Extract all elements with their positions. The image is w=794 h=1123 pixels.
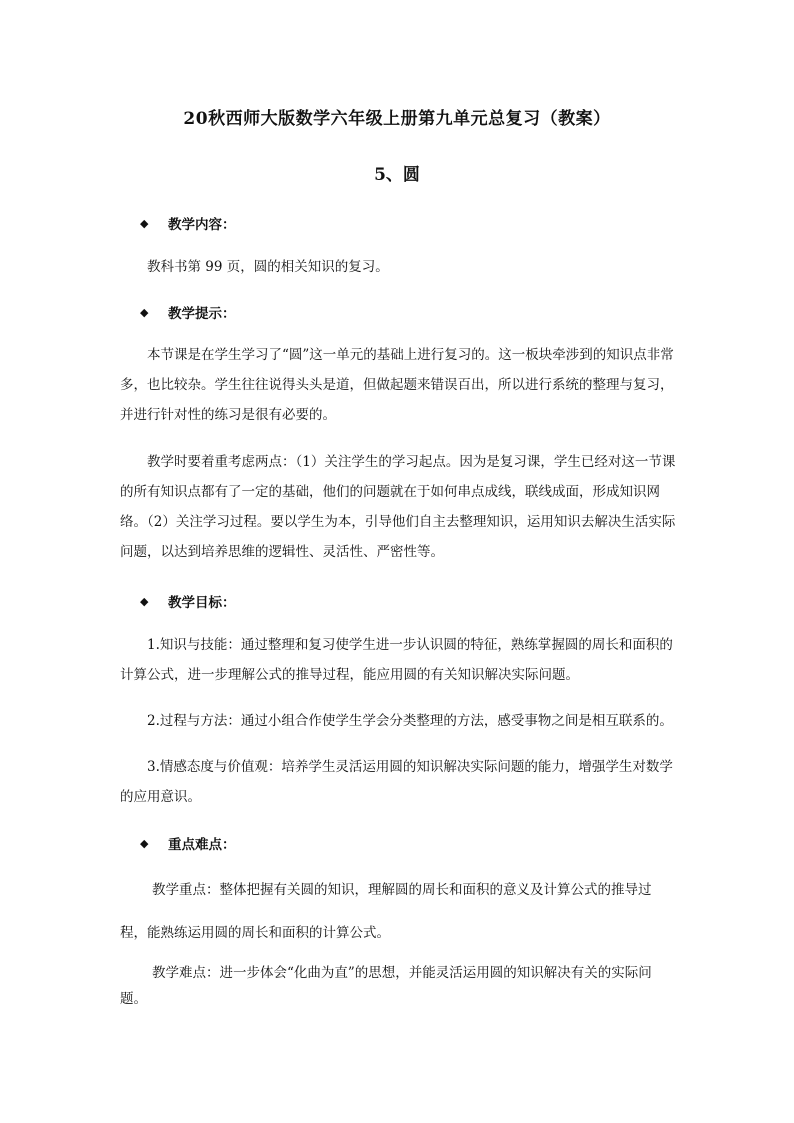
hints-text-1: 本节课是在学生学习了“圆”这一单元的基础上进行复习的。这一板块牵涉到的知识点非常多，也比较杂。学生往往说得头头是道，但做起题来错误百出，所以进行系统的整理与复习，并进行针对性的练习是很有必要的。 (120, 347, 674, 423)
content-text: 教科书第 99 页，圆的相关知识的复习。 (147, 259, 389, 275)
paragraph-goal-2 (120, 706, 676, 736)
heading-hints-label: 教学提示： (168, 306, 236, 322)
heading-goals (140, 591, 236, 611)
diamond-bullet-icon: ◆ (140, 305, 149, 319)
paragraph-content (120, 252, 676, 282)
goal-text-3: 3.情感态度与价值观：培养学生灵活运用圆的知识解决实际问题的能力，增强学生对数学的应用意识。 (120, 759, 673, 805)
diamond-bullet-icon: ◆ (140, 594, 149, 608)
goal-text-2: 2.过程与方法：通过小组合作使学生学会分类整理的方法，感受事物之间是相互联系的。 (147, 713, 673, 729)
heading-content (140, 213, 236, 233)
difficulty-text: 教学难点：进一步体会“化曲为直”的思想，并能灵活运用圆的知识解决有关的实际问题。 (120, 965, 652, 1007)
document-subtitle: 5、圆 (374, 165, 420, 185)
focus-line-2: 程，能熟练运用圆的周长和面积的计算公式。 (120, 925, 390, 941)
paragraph-hints-1 (120, 340, 676, 430)
heading-goals-label: 教学目标： (168, 595, 236, 611)
hints-text-2: 教学时要着重考虑两点：（1）关注学生的学习起点。因为是复习课，学生已经对这一节课的所有知识点都有了一定的基础，他们的问题就在于如何串点成线，联线成面，形成知识网络。（2）关注学习过程。要以学生为本，引导他们自主去整理知识，运用知识去解决生活实际问题，以达到培养思维的逻辑性、灵活性、严密性等。 (120, 454, 676, 560)
paragraph-difficulty (120, 960, 676, 1012)
diamond-bullet-icon: ◆ (140, 216, 149, 230)
diamond-bullet-icon: ◆ (140, 836, 149, 850)
heading-key-points-label: 重点难点： (168, 837, 236, 853)
heading-key-points (140, 833, 236, 853)
heading-hints (140, 302, 236, 322)
goal-text-1: 1.知识与技能：通过整理和复习使学生进一步认识圆的特征，熟练掌握圆的周长和面积的计算公式，进一步理解公式的推导过程，能应用圆的有关知识解决实际问题。 (120, 637, 673, 683)
paragraph-goal-3 (120, 752, 676, 812)
paragraph-hints-2 (120, 447, 676, 567)
paragraph-goal-1 (120, 630, 676, 690)
heading-content-label: 教学内容： (168, 217, 236, 233)
focus-line-1: 教学重点：整体把握有关圆的知识，理解圆的周长和面积的意义及计算公式的推导过 (152, 882, 652, 898)
document-title: 20秋西师大版数学六年级上册第九单元总复习（教案） (183, 109, 611, 129)
